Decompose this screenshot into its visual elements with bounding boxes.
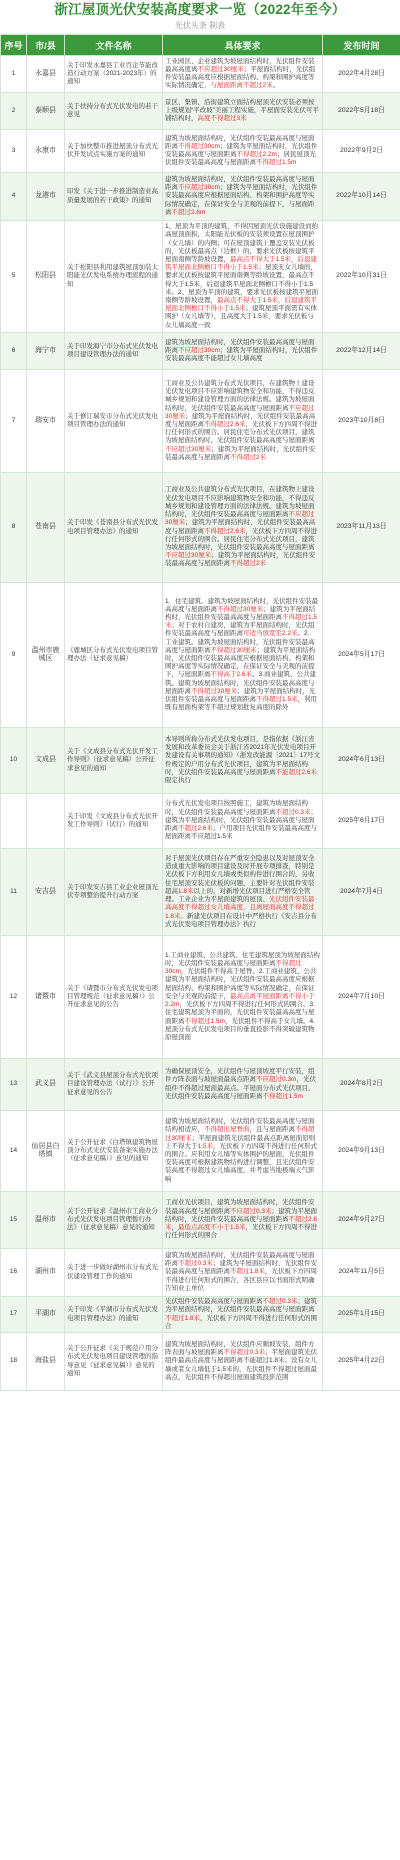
requirement-text: ，光伏板下方四周不得进行任何形式的围合 — [165, 1314, 318, 1330]
row-file-name: 关于公开征求《关于规范户用分布式光伏发电项目建设管理的指导意见（征求意见稿）》意见的通知 — [65, 1333, 163, 1391]
row-requirements — [163, 794, 323, 849]
row-number: 2 — [1, 93, 27, 130]
row-number: 8 — [1, 473, 27, 583]
requirement-text: 新建光伏项目在设计中严格执行《安吉县分布式光伏发电项目管理办法》执行 — [165, 912, 318, 928]
row-city: 永康市 — [27, 130, 65, 173]
row-requirements — [163, 936, 323, 1059]
row-city: 诸暨市 — [27, 936, 65, 1059]
requirement-text: ，光伏板下方四周不得进行任何形式的围合。3.住宅建筑屋顶为平面的，光伏组件安装最高高度与屋面距离 — [165, 1001, 315, 1025]
requirement-text: ， — [171, 1224, 178, 1232]
highlighted-requirement: 不得超过30厘米 — [191, 687, 238, 695]
table-row — [1, 1333, 400, 1391]
row-date: 2024年7月10日 — [323, 936, 400, 1059]
row-number: 4 — [1, 173, 27, 221]
highlighted-requirement: 不应超过30厘米 — [165, 511, 315, 527]
requirement-text: ；建筑为平屋面结构时，光伏组件安装最高高度与屋面距离 — [165, 808, 318, 833]
row-city: 永嘉县 — [27, 56, 65, 93]
highlighted-requirement: 高度不得超过3米 — [197, 115, 247, 123]
requirement-text: ；建筑屋顶平面需有实体围护（女儿墙等），且高度大于1.5米，要求光伏板与女儿墙高度一致 — [165, 305, 318, 329]
highlighted-requirement: 不超过2.6米 — [178, 825, 214, 833]
row-date: 2022年10月31日 — [323, 221, 400, 333]
row-date: 2024年8月2日 — [323, 1059, 400, 1111]
row-date: 2024年5月17日 — [323, 583, 400, 728]
highlighted-requirement: 不超过1.8米 — [165, 1314, 201, 1322]
row-file-name: 关于《文成县分布式光伏开发工作导则》（征求意见稿）公开征求意见的通知 — [65, 728, 163, 794]
highlighted-requirement: 不得超过1.5m — [262, 1092, 303, 1100]
row-date: 2022年12月14日 — [323, 333, 400, 370]
requirement-text: ；屋顶无女儿墙的，要求光伏板按建筑平屋面南侧等龄坡设置，最高点不得大于1.5米，后退建筑平屋面北侧檐口不得小于1.5米。2、屋顶为平顶的建筑，要求光伏板按建筑平屋面南侧等龄坡设置， — [165, 264, 319, 304]
row-city: 海盐县 — [27, 1333, 65, 1391]
row-file-name: 关于加快整市推进屋顶分布式光伏开发试点实施方案的通知 — [65, 130, 163, 173]
highlighted-requirement: 最高点不得大于1.5米，后退建筑平屋面北侧檐口不得小于1.5米 — [165, 255, 318, 272]
highlighted-requirement: 不得超过30cm — [165, 960, 302, 976]
highlighted-requirement: 不得超过30厘米 — [165, 1126, 315, 1142]
requirement-text: ；建筑为平屋面结构时，光伏组件安装最高高度与屋面距离 — [165, 1207, 318, 1223]
row-requirements — [163, 93, 323, 130]
requirement-text: ；建筑为平屋面结构时，光伏组件安装最高高度与屋面距离 — [165, 1260, 318, 1276]
row-date: 2022年4月28日 — [323, 56, 400, 93]
table-row — [1, 1059, 400, 1111]
requirement-text: 。2．工业建筑。建筑为坡屋面结构时，光伏组件安装最高高度与屋面距离 — [165, 630, 315, 654]
row-file-name: 关于进一步做好湖州市分布式光伏建设管理工作的通知 — [65, 1249, 163, 1297]
table-header-row — [1, 35, 400, 56]
row-city: 文成县 — [27, 728, 65, 794]
row-number: 5 — [1, 221, 27, 333]
requirement-text: 建筑为坡屋面结构时，光伏组件安装最高高度与屋面距离 — [165, 175, 315, 192]
header-no: 序号 — [1, 35, 27, 56]
requirement-text: 对于屋顶光伏项目存在严重安全隐患以及对屋顶安全造成重大影响的项目建设及时开展专项排查，特别是光伏板下方利用女儿墙或类似构件进行围合的，另收住宅屋顶安装光伏板的问题，主要针对光伏组件安装超高 — [165, 855, 315, 895]
row-date: 2024年9月27日 — [323, 1192, 400, 1249]
row-city: 仙居县白塔镇 — [27, 1111, 65, 1192]
row-requirements — [163, 1249, 323, 1297]
row-file-name: 关于《武义县屋顶分布式光伏项目建设管理办法（试行）》公开征求意见的公告 — [65, 1059, 163, 1111]
table-row — [1, 56, 400, 93]
row-city: 泰顺县 — [27, 93, 65, 130]
row-date: 2022年10月14日 — [323, 173, 400, 221]
highlighted-requirement: 不得超过30厘米 — [210, 646, 257, 654]
table-row — [1, 849, 400, 936]
highlighted-requirement: 不得超过2.2m — [236, 151, 277, 158]
header-requirements: 具体要求 — [163, 35, 323, 56]
requirement-text: ；平屋面建筑光伏组件最高点距离屋面原则上不得大于 — [165, 1134, 316, 1150]
requirement-text: 。3.商业建筑、公共建筑。建筑为坡屋面结构时，光伏组件安装最高高度与屋面距离 — [165, 671, 316, 695]
highlighted-requirement: 最高点离平屋面距离不得小于2.2m — [165, 992, 315, 1009]
highlighted-requirement: 不得超过0.3米 — [223, 1349, 266, 1357]
row-requirements — [163, 1297, 323, 1333]
row-number: 6 — [1, 333, 27, 370]
row-date: 2025年6月17日 — [323, 794, 400, 849]
table-row — [1, 130, 400, 173]
row-date: 2024年11月5日 — [323, 1249, 400, 1297]
table-row — [1, 794, 400, 849]
row-city: 苍南县 — [27, 473, 65, 583]
requirement-text: ；平屋面结构时，光伏组件安装最高高度应根据屋面结构、构架和围护高度等实际情况确定， — [165, 65, 316, 90]
table-row — [1, 1249, 400, 1297]
row-date: 2023年10月8日 — [323, 370, 400, 473]
page-subtitle: 光伏头条 制表 — [174, 21, 226, 30]
row-city: 武义县 — [27, 1059, 65, 1111]
row-city: 龙港市 — [27, 173, 65, 221]
row-requirements — [163, 130, 323, 173]
row-requirements — [163, 1059, 323, 1111]
header-date: 发布时间 — [323, 35, 400, 56]
highlighted-requirement: 不应超过30cm — [178, 346, 220, 354]
requirement-text: ，利用既有屋面构架等不超过规划批复高度的除外 — [165, 696, 318, 712]
row-city: 温州市 — [27, 1192, 65, 1249]
highlighted-requirement: 最低点高度不小于1.5米 — [178, 1224, 246, 1232]
row-file-name: 关于印发《文成县分布式光伏开发工作导则》（试行）的通知 — [65, 794, 163, 849]
table-row — [1, 473, 400, 583]
requirement-text: ，光伏板下方四周不得进行任何形式的围合。应利用女儿墙等实体围护的屋面，光伏组件安装高度可根据建筑物结构进行调整，且光伏组件安装高度不得超过女儿墙高度，并考虑当地极端天气影响 — [165, 1142, 318, 1183]
row-number: 13 — [1, 1059, 27, 1111]
requirement-text: ，光伏板下方四周不得进行任何形式的围合。居民住宅分布式光伏项目，建筑为坡屋面结构时，光伏组件安装最高高度与屋面距离 — [165, 527, 318, 551]
requirement-text: 工业园区、企业建筑为坡屋面结构时，光伏组件安装最高高度离 — [165, 57, 315, 73]
requirement-text: 工商业及公共建筑分布式光伏项目，在建筑物上建设光伏发电项目不应影响建筑物安全和功能，不得违反城乡规划和建设管理方面的法律法规。建筑为坡屋面结构时，光伏组件安装最高高度与屋面距离 — [165, 486, 315, 519]
requirement-text: 建筑为坡屋面结构时，光伏组件应顺坡安装，组件方阵表面与坡屋面距离 — [165, 1340, 315, 1357]
highlighted-requirement: 不超过0.3米 — [262, 1298, 298, 1306]
highlighted-requirement: 不超过2.6m — [171, 208, 206, 216]
table-row — [1, 728, 400, 794]
requirement-text: ，光伏板下方四周不得进行任何形式的围合，各区县应以书面形式明确告知业主单位 — [165, 1268, 318, 1292]
highlighted-requirement: 不应超过30厘米 — [165, 552, 212, 560]
requirement-text: 本导则所称分布式光伏发电项目，是指依据《浙江省发展和改革委员会关于浙江省2021年光伏发电项目开发建设有关事项的通知》（浙发改能源〔2021〕17号文件规定的户用分布式光伏项目，建筑为平屋面结构时，光伏组件安装最高高度与屋面距离 — [165, 735, 320, 776]
requirement-text: ；建筑为平屋面结构时，光伏组件安装最高高度与屋面距离 — [165, 445, 316, 461]
requirement-text: ；建筑为平屋面结构时，光伏组件安装最高高度与屋面距离 — [165, 519, 316, 535]
row-date: 2022年9月2日 — [323, 130, 400, 173]
row-date: 2023年11月13日 — [323, 473, 400, 583]
requirement-text: ；户用项目光伏组件安装最高高度与屋面距离不应超过1.5米 — [165, 825, 318, 841]
table-row — [1, 93, 400, 130]
table-row — [1, 1192, 400, 1249]
row-requirements — [163, 1333, 323, 1391]
row-requirements — [163, 728, 323, 794]
row-file-name: 关于松阳县利用建筑屋顶加装太阳能光伏发电系统办理流程的通知 — [65, 221, 163, 333]
row-number: 7 — [1, 370, 27, 473]
requirement-text: ；建筑为平屋面结构时，光伏组件安装最高高度不能超过女儿墙高度 — [165, 346, 318, 363]
highlighted-requirement: 1.8米 — [178, 887, 194, 895]
row-requirements — [163, 221, 323, 333]
requirement-text: ；建筑为平屋面结构时，光伏组件安装最高高度与屋面距离 — [165, 142, 318, 158]
highlighted-requirement: 不得超过30cm — [178, 142, 220, 150]
row-date: 2024年9月13日 — [323, 1111, 400, 1192]
highlighted-requirement: 不能超过2.6米 — [275, 768, 318, 776]
table-row — [1, 370, 400, 473]
table-row — [1, 333, 400, 370]
row-city: 温州市鹿城区 — [27, 583, 65, 728]
highlighted-requirement: 可适当放宽至2.2米 — [243, 630, 298, 638]
highlighted-requirement: 不得超过2米 — [230, 560, 267, 568]
row-number: 14 — [1, 1111, 27, 1192]
row-number: 9 — [1, 583, 27, 728]
highlighted-requirement: 不应超过0.3米 — [230, 1207, 272, 1215]
row-requirements — [163, 173, 323, 221]
row-file-name: 印发《关于进一步推进制造业高质量发展的若干政策》的通知 — [65, 173, 163, 221]
table-row — [1, 221, 400, 333]
row-file-name: 关于印发永嘉县工业百企节能改造行动方案（2021-2023年）的通知 — [65, 56, 163, 93]
requirement-text: 工商业及公共建筑分布式光伏项目，在建筑物上建设光伏发电项目不应影响建筑物安全和功能，不得违反城乡规划和建设管理方面的法律法规。建筑为坡屋面结构时，光伏组件安装最高高度与屋面距离 — [165, 379, 315, 412]
highlighted-requirement: 不得超过1.5m — [256, 159, 297, 167]
requirement-text: 限定执行 — [165, 776, 191, 784]
requirement-text: ；建筑为平屋面结构时，光伏组件安装最高高度与屋面距离 — [165, 552, 316, 568]
highlighted-requirement: 不得超过1.5m — [184, 1017, 225, 1025]
highlighted-requirement: 不得超过30厘米 — [217, 605, 264, 613]
highlighted-requirement: 不超过0.3米 — [178, 1260, 214, 1268]
row-requirements — [163, 473, 323, 583]
row-date: 2025年1月15日 — [323, 1297, 400, 1333]
page-title: 浙江屋顶光伏安装高度要求一览（2022年至今） — [54, 2, 346, 17]
row-city: 安吉县 — [27, 849, 65, 936]
requirement-text: 1.工商业建筑、公共建筑、住宅建筑屋顶为坡屋面结构时，光伏组件安装最高高度与屋面距离 — [165, 951, 320, 968]
requirement-text: 光伏组件安装最高高度与屋面距离 — [165, 1298, 263, 1306]
row-number: 11 — [1, 849, 27, 936]
row-file-name: 关于《诸暨市分布式光伏发电项目管理规范（征求意见稿）》公开征求意见的公告 — [65, 936, 163, 1059]
table-row — [1, 583, 400, 728]
requirement-text: 以上的，对新增光伏项目进行严格安全管理。工业企业为平屋面建筑的屋顶、 — [165, 887, 311, 904]
requirement-text: 1、屋顶为平顶的建筑，不得因屋顶光伏设施建设而抬高屋顶面积，太阳能光伏板的安装须设置在屋顶围护（女儿墙）的内侧；可在屋顶建筑上覆盖安装光伏板的，光伏板最高点（边框）的，要求光伏板按建筑平屋面南侧等龄坡设置， — [165, 223, 319, 263]
highlighted-requirement: 不应超过30厘米 — [197, 65, 244, 73]
requirement-text: 建筑为坡屋面结构时，光伏组件安装最高高度与屋面距离 — [165, 338, 315, 354]
highlighted-requirement: 最高点不得大于1.5米，后退建筑平屋面北侧檐口不得小于1.5米 — [165, 297, 318, 313]
table-row — [1, 173, 400, 221]
requirement-text: 分布式光伏发电项目按照施工，建筑为坡屋面结构时，光伏组件安装最高高度与屋面距离 — [165, 800, 308, 816]
highlighted-requirement: 与屋面距离不超过2米 — [210, 82, 273, 90]
row-requirements — [163, 849, 323, 936]
highlighted-requirement: 不得超过2米 — [230, 453, 267, 461]
requirement-text: ；居民屋顶光伏组件安装最高高度与屋面距离 — [165, 151, 316, 167]
row-city: 平湖市 — [27, 1297, 65, 1333]
requirement-text: ，光伏组件不得高于女儿墙。4.屋顶分布式光伏发电项目的垂直投影不得突破建筑物原屋顶面 — [165, 1017, 315, 1041]
row-number: 18 — [1, 1333, 27, 1391]
highlighted-requirement: 不应超过30cm — [178, 184, 220, 192]
requirement-text: ，光伏板下方四周不得进行任何形式的围合。居民住宅分布式光伏项目，建筑为坡屋面结构时，光伏组件安装最高高度与屋面距离 — [165, 421, 318, 445]
row-file-name: 关于印发《平湖市分布式光伏发电项目管理办法》的通知 — [65, 1297, 163, 1333]
row-city — [27, 794, 65, 849]
row-city: 湖州市 — [27, 1249, 65, 1297]
requirement-text: ；平屋面建筑光伏组件最高点高度与屋面距离不能超过1.8米；没有女儿墙或者女儿墙低于1.5米的，光伏组件不得超过屋面最高点，光伏组件不得超出屋面建筑投影范围 — [165, 1349, 318, 1381]
highlighted-requirement: 光伏组件安装最高高度不得超过女儿墙高度，且离屋面高度不得超过1.8米。 — [165, 896, 315, 920]
highlighted-requirement: 不超过0.3米 — [275, 808, 311, 816]
highlighted-requirement: 不应超过30厘米 — [165, 404, 315, 420]
requirement-text: 建筑为坡屋面结构时，光伏组件安装最高高度与屋面距离 — [165, 134, 315, 150]
requirement-text: 。 — [272, 82, 280, 90]
header-city: 市/县 — [27, 35, 65, 56]
row-number: 12 — [1, 936, 27, 1059]
requirement-text: ；对于农村自建房，建筑为平屋面结构时，光伏组件安装最高高度与屋面距离 — [165, 622, 315, 638]
requirement-text: 为确保屋顶安全，光伏组件与屋顶坡度平行安装，组件方阵表面与坡屋面最高点距离 — [165, 1068, 315, 1084]
header-file: 文件名称 — [65, 35, 163, 56]
requirement-text: ，且与屋面距离 — [249, 1126, 295, 1134]
row-file-name: 关于印发《苍南县分布式光伏发电项目管理办法》的通知 — [65, 473, 163, 583]
row-number: 3 — [1, 130, 27, 173]
row-file-name: 关于扶持分布式光伏发电的若干意见 — [65, 93, 163, 130]
row-requirements — [163, 583, 323, 728]
table-row — [1, 1111, 400, 1192]
row-date: 2025年4月22日 — [323, 1333, 400, 1391]
highlighted-requirement: 不得超过1.5米 — [165, 613, 318, 630]
highlighted-requirement: 不得超过2.6米 — [204, 527, 246, 535]
row-file-name: 关于公开征求《温州市工商业分布式光伏发电项目管理暂行办法》（征求意见稿）意见的通知 — [65, 1192, 163, 1249]
row-number: 15 — [1, 1192, 27, 1249]
table-row — [1, 936, 400, 1059]
highlighted-requirement: 不超过1.8米 — [230, 1268, 266, 1276]
row-file-name: 《鹿城区分布式光伏发电项目管理办法（征求意见稿） — [65, 583, 163, 728]
highlighted-requirement: 1.5米 — [197, 1142, 214, 1150]
row-file-name: 关于修订瑞安市分布式光伏发电项目管理办法的通知 — [65, 370, 163, 473]
highlighted-requirement: 不得超过2.6米 — [204, 421, 246, 428]
requirement-text: 工商业光伏项目，建筑为坡屋面结构时，光伏组件安装最高高度与屋面距离 — [165, 1199, 315, 1215]
highlighted-requirement: 不得高于2.6米 — [210, 671, 253, 679]
row-number: 17 — [1, 1297, 27, 1333]
row-number: 10 — [1, 728, 27, 794]
requirement-text: 建筑为坡屋面结构时，光伏组件安装最高高度与屋面结构相适应， — [165, 1118, 315, 1134]
row-date: 2024年7月4日 — [323, 849, 400, 936]
requirement-text: ；建筑为平屋面结构时，光伏组件安装最高高度应根据屋面结构、构架和围护高度等实际情况确定，在保证安全与美观的前提下，与屋面距离 — [165, 646, 316, 679]
row-requirements — [163, 370, 323, 473]
requirement-text: ，光伏组件不得超过屋面最高点。平屋面分布式光伏项目，光伏组件安装最高高度与屋面距离 — [165, 1076, 316, 1100]
row-file-name: 关于印发海宁市分布式光伏发电项目建设管理办法的通知 — [65, 333, 163, 370]
row-file-name: 关于印发安吉县工业企业屋顶光伏专项整治提升行动方案 — [65, 849, 163, 936]
row-requirements — [163, 333, 323, 370]
requirement-text: 1．住宅建筑。建筑为坡屋面结构时，光伏组件安装最高高度与屋面距离 — [165, 597, 319, 613]
row-city: 松阳县 — [27, 221, 65, 333]
row-file-name: 关于公开征求《白塔镇建筑物屋顶分布式光伏安装备案实施办法（征求意见稿）》意见的通知 — [65, 1111, 163, 1192]
highlighted-requirement: 不应超过30厘米 — [165, 445, 212, 453]
requirement-text: 景区、集镇、沿街建筑立面结构屋顶光伏安装必须按上级规划“平改坡”美丽工程实施，平屋面安装光伏可平铺结构时， — [165, 98, 319, 123]
table-row — [1, 1297, 400, 1333]
row-city: 海宁市 — [27, 333, 65, 370]
highlighted-requirement: 不得超过1.5米 — [256, 696, 298, 704]
policy-table — [0, 34, 400, 1391]
row-number — [1, 794, 27, 849]
table-body — [1, 56, 400, 1391]
requirement-text: 建筑为坡屋面结构时，光伏组件安装最高高度与屋面距离 — [165, 1251, 315, 1268]
requirement-text: ；建筑为平屋面结构时，光伏组件安装最高高度与屋面距离 — [165, 412, 316, 428]
highlighted-requirement: 不超过2.6米 — [165, 1215, 318, 1232]
row-number: 16 — [1, 1249, 27, 1297]
requirement-text: ；建筑为平屋面结构时，光伏组件安装最高高度与屋面距离 — [165, 1298, 318, 1314]
requirement-text: ；建筑为平屋面结构时，光伏组件安装最高高度与屋面距离 — [165, 687, 316, 704]
requirement-text: ，光伏组件不得高于屋脊。2.工商业建筑、公共建筑为平屋面结构时，光伏组件安装最高高度应根据屋面结构、构架和围护高度等实际情况确定，在保证安全与美观的前提下， — [165, 968, 317, 1000]
requirement-text: ，光伏板下方四周不得进行任何形式的围合 — [165, 1224, 318, 1240]
highlighted-requirement: 不得超出屋脊面 — [204, 1126, 250, 1134]
requirement-text: ；建筑为平屋面结构时，光伏组件安装最高高度与屋面距离 — [165, 605, 316, 621]
row-date: 2024年6月13日 — [323, 728, 400, 794]
row-requirements — [163, 1192, 323, 1249]
row-requirements — [163, 1111, 323, 1192]
row-date: 2022年5月18日 — [323, 93, 400, 130]
requirement-text: ；建筑为平屋面结构时，光伏组件安装最高高度应根据屋面结构、构架和围护高度等实际情况确定，在保证安全与美观的前提下，与屋面距离 — [165, 184, 318, 216]
row-city: 瑞安市 — [27, 370, 65, 473]
row-requirements — [163, 56, 323, 93]
row-number: 1 — [1, 56, 27, 93]
highlighted-requirement: 不应超过0.3m — [256, 1076, 297, 1084]
